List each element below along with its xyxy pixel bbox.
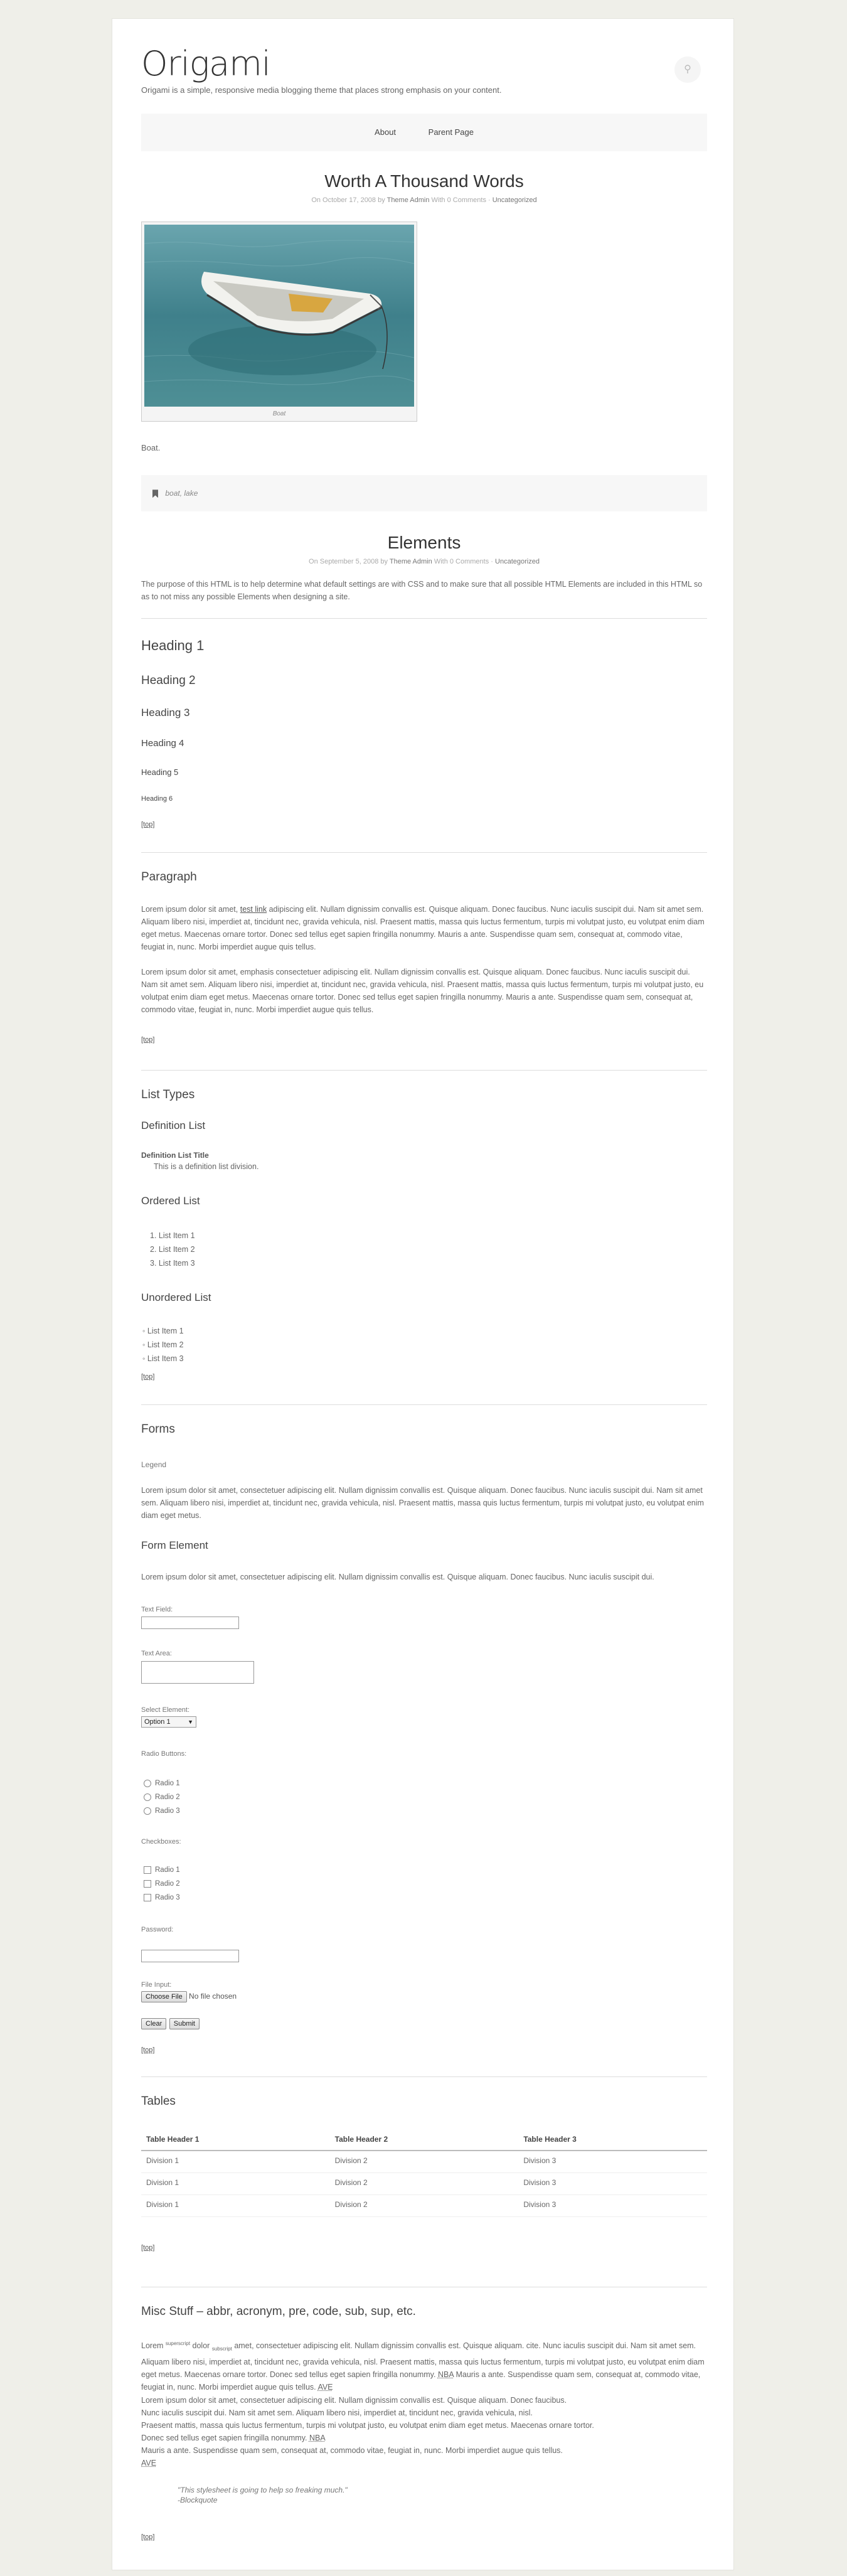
section-title-tables: Tables (141, 2095, 176, 2108)
submit-button[interactable]: Submit (169, 2018, 200, 2029)
main-nav (141, 114, 707, 151)
form-buttons (141, 2018, 200, 2029)
table-cell: Division 1 (141, 2151, 330, 2173)
top-link[interactable]: [top] (141, 2244, 155, 2252)
post-title-elements[interactable]: Elements (387, 533, 461, 552)
select-element[interactable] (141, 1716, 196, 1728)
list-item: 2. List Item 2 (150, 1245, 195, 1254)
list-item: 1. List Item 1 (150, 1231, 195, 1240)
top-link[interactable]: [top] (141, 821, 155, 828)
form-element-title: Form Element (141, 1539, 208, 1551)
heading-5: Heading 5 (141, 767, 179, 777)
post-comments-link[interactable]: 0 Comments (449, 558, 489, 565)
unordered-list (142, 1324, 184, 1365)
definition-term: Definition List Title (141, 1151, 209, 1160)
paragraph-text: adipiscing elit. Nullam dignissim convallis est. Quisque aliquam. Donec faucibus. Nunc iaculis suscipit dui. Nam sit amet sem. Aliquam libero nisi, imperdiet at, tincidunt nec, gravida vehicula, nisl. Praesent mattis, massa quis luctus fermentum, turpis mi volutpat justo, eu volutpat enim diam eget metus. Maecenas ornare tortor. Donec sed tellus eget sapien fringilla nonummy. Mauris a ante. Suspendisse quam sem, consequat at, commodo vitae, feugiat in, nunc. Morbi imperdiet augue quis tellus. (141, 905, 705, 951)
definition-description: This is a definition list division. (154, 1162, 259, 1171)
abbr-nba: NBA (309, 2434, 326, 2442)
radio-buttons-label: Radio Buttons: (141, 1750, 187, 1758)
radio-group (144, 1777, 180, 1818)
post-tags-box (141, 475, 707, 511)
misc-text: Lorem (141, 2341, 164, 2351)
misc-paragraph (141, 2338, 707, 2393)
image-caption: Boat (272, 410, 286, 417)
chevron-down-icon: ▼ (188, 1719, 193, 1725)
pre-line: Mauris a ante. Suspendisse quam sem, consequat at, commodo vitae, feugiat in, nunc. Morbi imperdiet augue quis tellus. (141, 2446, 563, 2455)
abbr-nba: NBA (437, 2370, 454, 2379)
post-category-link[interactable]: Uncategorized (492, 196, 537, 204)
post-title[interactable]: Worth A Thousand Words (324, 171, 524, 191)
paragraph-text: Lorem ipsum dolor sit amet, (141, 905, 238, 914)
page-container (112, 18, 734, 2570)
post-body: Boat. (141, 443, 161, 452)
post-tags[interactable]: boat, lake (165, 489, 198, 498)
radio-icon[interactable] (144, 1793, 151, 1801)
password-label: Password: (141, 1926, 174, 1933)
test-link[interactable]: test link (240, 905, 267, 914)
legend-text: Lorem ipsum dolor sit amet, consectetuer adipiscing elit. Nullam dignissim convallis est. Quisque aliquam. Donec faucibus. Nunc iaculis suscipit dui. Nam sit amet sem. Aliquam libero nisi, imperdiet at, tincidunt nec, gravida vehicula, nisl. Praesent mattis, massa quis luctus fermentum, turpis mi volutpat justo, eu volutpat enim diam eget metus. (141, 1486, 704, 1520)
password-input[interactable] (141, 1950, 239, 1962)
top-link[interactable]: [top] (141, 1373, 155, 1381)
top-link[interactable]: [top] (141, 2533, 155, 2541)
text-field-input[interactable] (141, 1617, 239, 1629)
table-cell: Division 1 (141, 2173, 330, 2195)
meta-with: With (431, 196, 445, 204)
list-item: ◦ List Item 3 (142, 1354, 184, 1363)
table-cell: Division 2 (330, 2151, 519, 2173)
post-date: On September 5, 2008 by (309, 558, 388, 565)
select-value: Option 1 (144, 1718, 171, 1726)
table-cell: Division 1 (141, 2195, 330, 2217)
checkbox-option[interactable]: Radio 3 (144, 1891, 180, 1905)
post-date: On October 17, 2008 by (311, 196, 385, 204)
post-meta-elements: On September 5, 2008 by Theme Admin With 0 Comments · Uncategorized (309, 558, 540, 565)
nav-item-parent-page[interactable]: Parent Page (428, 127, 474, 137)
table-row (141, 2151, 707, 2173)
checkbox-option[interactable]: Radio 2 (144, 1877, 180, 1891)
table-header: Table Header 2 (330, 2135, 519, 2151)
blockquote-cite: -Blockquote (178, 2496, 218, 2504)
paragraph-1 (141, 903, 707, 953)
misc-section (141, 2287, 707, 2576)
choose-file-button[interactable]: Choose File (141, 1991, 187, 2002)
tables-section (141, 2077, 707, 2265)
table-cell: Division 3 (518, 2151, 707, 2173)
nav-item-about[interactable]: About (375, 127, 397, 137)
headings-section (141, 619, 707, 838)
post-category-link[interactable]: Uncategorized (495, 558, 540, 565)
checkbox-icon[interactable] (144, 1894, 151, 1901)
text-area-input[interactable] (141, 1661, 254, 1684)
ordered-list-title: Ordered List (141, 1195, 200, 1207)
site-title[interactable]: Origami (141, 44, 270, 83)
blockquote (178, 2486, 348, 2504)
post-author-link[interactable]: Theme Admin (389, 558, 432, 565)
misc-text: Mauris a ante. Suspendisse quam sem, consequat at, commodo vitae, feugiat in, nunc. Morbi imperdiet augue quis tellus. (141, 2370, 701, 2392)
radio-option[interactable]: Radio 1 (144, 1777, 180, 1790)
top-link[interactable]: [top] (141, 2046, 155, 2054)
list-item: ◦ List Item 1 (142, 1327, 184, 1335)
definition-list-title: Definition List (141, 1120, 206, 1131)
table-cell: Division 3 (518, 2173, 707, 2195)
site-tagline: Origami is a simple, responsive media blogging theme that places strong emphasis on your content. (141, 85, 502, 95)
ordered-list (150, 1229, 195, 1270)
search-icon[interactable]: ⚲ (674, 56, 701, 83)
subscript: subscript (211, 2346, 232, 2352)
list-item: 3. List Item 3 (150, 1259, 195, 1268)
checkbox-group (144, 1863, 180, 1905)
data-table (141, 2135, 707, 2217)
heading-1: Heading 1 (141, 638, 205, 653)
section-title-misc: Misc Stuff – abbr, acronym, pre, code, sub, sup, etc. (141, 2305, 416, 2318)
post-comments-link[interactable]: 0 Comments (447, 196, 486, 204)
bookmark-icon (152, 489, 158, 498)
superscript: superscript (165, 2341, 191, 2346)
clear-button[interactable]: Clear (141, 2018, 166, 2029)
post-author-link[interactable]: Theme Admin (386, 196, 430, 204)
misc-text: amet, consectetuer adipiscing elit. Nullam dignissim convallis est. Quisque aliquam. cite. Nunc iaculis suscipit dui. Nam sit amet sem. Aliquam libero nisi, imperdiet at, tincidunt nec, gravida vehicula, nisl. Praesent mattis, massa quis luctus fermentum, turpis mi volutpat justo, eu volutpat enim diam eget metus. Maecenas ornare tortor. Donec sed tellus eget sapien fringilla nonummy. (141, 2341, 705, 2379)
list-item: ◦ List Item 2 (142, 1340, 184, 1349)
heading-6: Heading 6 (141, 795, 173, 803)
select-label: Select Element: (141, 1706, 190, 1714)
misc-text: dolor (192, 2341, 210, 2351)
meta-with: With (434, 558, 448, 565)
paragraph-2: Lorem ipsum dolor sit amet, emphasis consectetuer adipiscing elit. Nullam dignissim convallis est. Quisque aliquam. Donec faucibus. Nunc iaculis suscipit dui. Nam sit amet sem. Aliquam libero nisi, imperdiet at, tincidunt nec, gravida vehicula, nisl. Praesent mattis, massa quis luctus fermentum, turpis mi volutpat justo, eu volutpat enim diam eget metus. Maecenas ornare tortor. Donec sed tellus eget sapien fringilla nonummy. Mauris a ante. Suspendisse quam sem, consequat at, commodo vitae, feugiat in, nunc. Morbi imperdiet augue quis tellus. (141, 968, 704, 1014)
forms-section (141, 1405, 707, 2058)
heading-4: Heading 4 (141, 738, 184, 749)
radio-icon[interactable] (144, 1780, 151, 1787)
text-area-label: Text Area: (141, 1650, 172, 1657)
form-element-text: Lorem ipsum dolor sit amet, consectetuer adipiscing elit. Nullam dignissim convallis est. Quisque aliquam. Donec faucibus. Nunc iaculis suscipit dui. (141, 1573, 654, 1581)
pre-line: Nunc iaculis suscipit dui. Nam sit amet sem. Aliquam libero nisi, imperdiet at, tincidunt nec, gravida vehicula, nisl. (141, 2408, 533, 2417)
blockquote-text: "This stylesheet is going to help so freaking much." (178, 2486, 348, 2494)
section-title-paragraph: Paragraph (141, 870, 197, 884)
pre-line (141, 2457, 707, 2469)
table-header: Table Header 1 (141, 2135, 330, 2151)
heading-2: Heading 2 (141, 674, 196, 687)
boat-illustration (144, 225, 414, 407)
radio-option[interactable]: Radio 2 (144, 1790, 180, 1804)
table-cell: Division 2 (330, 2173, 519, 2195)
pre-line: Donec sed tellus eget sapien fringilla nonummy. NBA (141, 2434, 326, 2442)
boat-image[interactable] (144, 225, 414, 407)
form-legend: Legend (141, 1460, 167, 1469)
pre-line: Praesent mattis, massa quis luctus fermentum, turpis mi volutpat justo, eu volutpat enim diam eget metus. Maecenas ornare tortor. (141, 2421, 594, 2430)
file-input (141, 1991, 237, 2002)
table-header: Table Header 3 (518, 2135, 707, 2151)
text-field-label: Text Field: (141, 1606, 173, 1613)
paragraph-section (141, 853, 707, 1054)
lists-section (141, 1071, 707, 1391)
file-input-label: File Input: (141, 1981, 172, 1989)
checkbox-option[interactable]: Radio 1 (144, 1863, 180, 1877)
table-row (141, 2195, 707, 2217)
preformatted-block (141, 2394, 707, 2469)
table-cell: Division 3 (518, 2195, 707, 2217)
pre-line: Lorem ipsum dolor sit amet, consectetuer adipiscing elit. Nullam dignissim convallis est. Quisque aliquam. Donec faucibus. (141, 2396, 567, 2405)
abbr-ave: AVE (141, 2459, 157, 2467)
post-meta: On October 17, 2008 by Theme Admin With 0 Comments · Uncategorized (311, 196, 537, 204)
checkbox-icon[interactable] (144, 1866, 151, 1874)
unordered-list-title: Unordered List (141, 1291, 211, 1303)
abbr-ave: AVE (317, 2382, 333, 2392)
table-cell: Division 2 (330, 2195, 519, 2217)
top-link[interactable]: [top] (141, 1036, 155, 1044)
post-image-figure (141, 222, 417, 422)
checkbox-icon[interactable] (144, 1880, 151, 1888)
radio-option[interactable]: Radio 3 (144, 1804, 180, 1818)
section-title-lists: List Types (141, 1088, 195, 1101)
heading-3: Heading 3 (141, 707, 190, 719)
post-intro: The purpose of this HTML is to help determine what default settings are with CSS and to make sure that all possible HTML Elements are included in this HTML so as to not miss any possible Elements when designing a site. (141, 580, 703, 601)
checkboxes-label: Checkboxes: (141, 1838, 181, 1846)
table-header-row (141, 2135, 707, 2151)
file-status: No file chosen (189, 1992, 237, 2001)
table-row (141, 2173, 707, 2195)
section-title-forms: Forms (141, 1423, 175, 1436)
radio-icon[interactable] (144, 1807, 151, 1815)
